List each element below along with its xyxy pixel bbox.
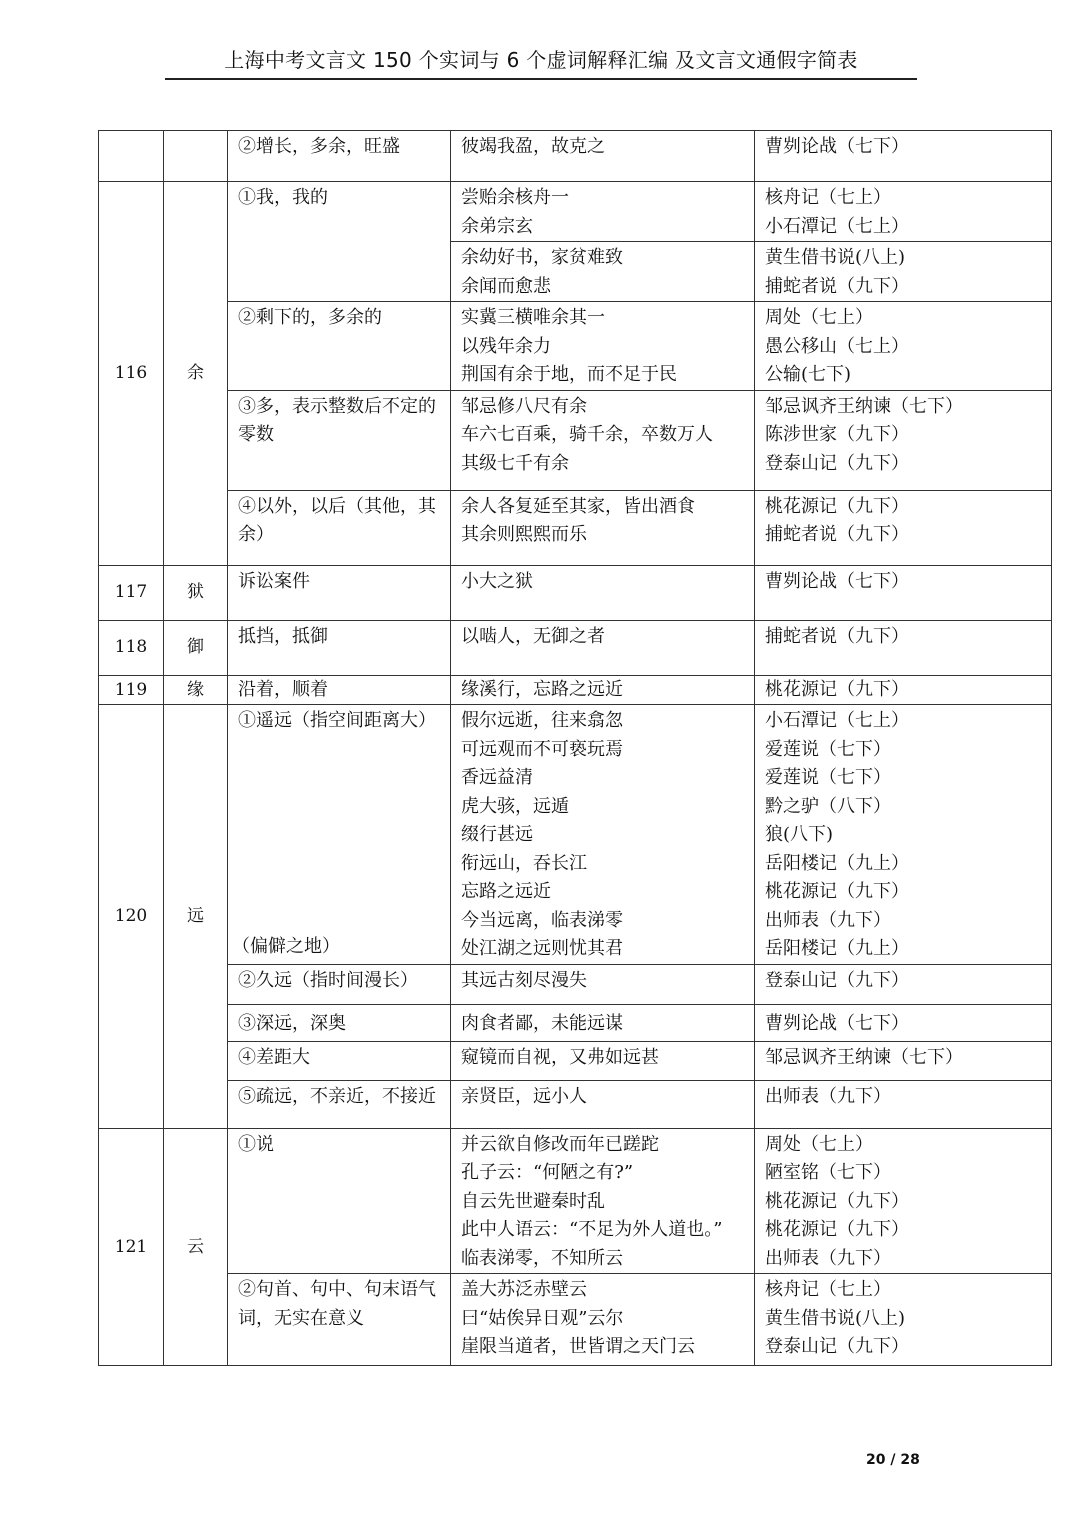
meaning-cell: ②剩下的，多余的 bbox=[228, 302, 451, 391]
page-number: 20 / 28 bbox=[866, 1452, 920, 1468]
cell-line: 小石潭记（七上） bbox=[765, 215, 909, 237]
cell-line: 桃花源记（九下） bbox=[765, 881, 909, 902]
char-cell: 缘 bbox=[164, 675, 228, 705]
cell-line: 崖限当道者，世皆谓之天门云 bbox=[461, 1336, 695, 1357]
cell-line: 登泰山记（九下） bbox=[765, 969, 909, 991]
cell-line: 虎大骇，远遁 bbox=[461, 795, 569, 817]
cell-line: 捕蛇者说（九下） bbox=[765, 625, 909, 647]
cell-line: 邹忌讽齐王纳谏（七下） bbox=[765, 395, 963, 417]
meaning-cell bbox=[228, 490, 451, 565]
cell-line: 其远古刻尽漫失 bbox=[461, 969, 587, 991]
sources-cell bbox=[755, 964, 1052, 1004]
sources-cell bbox=[755, 1128, 1052, 1274]
cell-line: 曹刿论战（七下） bbox=[765, 570, 909, 592]
cell-line: 词，无实在意义 bbox=[238, 1307, 364, 1329]
table-row bbox=[99, 964, 1052, 1004]
examples-cell bbox=[451, 1128, 755, 1274]
table-row bbox=[99, 131, 1052, 182]
cell-line: 余闻而愈悲 bbox=[461, 275, 551, 297]
cell-line: 尝贻余核舟一 bbox=[461, 187, 569, 208]
cell-line: 假尔远逝，往来翕忽 bbox=[461, 710, 623, 731]
meaning-cell: ①我，我的 bbox=[228, 182, 451, 302]
cell-line: 邹忌讽齐王纳谏（七下） bbox=[765, 1046, 963, 1068]
cell-line: 桃花源记（九下） bbox=[765, 1190, 909, 1212]
examples-cell bbox=[451, 1004, 755, 1041]
cell-line: 桃花源记（九下） bbox=[765, 1219, 909, 1240]
table-row bbox=[99, 565, 1052, 620]
cell-line: 余） bbox=[238, 524, 274, 545]
meaning-cell bbox=[228, 390, 451, 490]
cell-line: 自云先世避秦时乱 bbox=[461, 1190, 605, 1212]
sources-cell bbox=[755, 675, 1052, 705]
table-row bbox=[99, 1274, 1052, 1366]
number-cell: 120 bbox=[99, 705, 164, 1129]
cell-line: 实冀三横唯余其一 bbox=[461, 307, 605, 328]
cell-line: 出师表（九下） bbox=[765, 1247, 891, 1269]
cell-line: 余弟宗玄 bbox=[461, 215, 533, 237]
number-cell: 118 bbox=[99, 620, 164, 675]
cell-line: 衔远山，吞长江 bbox=[461, 852, 587, 874]
sources-cell bbox=[755, 1274, 1052, 1366]
meaning-cell: ②久远（指时间漫长） bbox=[228, 964, 451, 1004]
sources-cell bbox=[755, 242, 1052, 302]
char-cell: 远 bbox=[164, 705, 228, 1129]
cell-line: 爱莲说（七下） bbox=[765, 738, 891, 760]
examples-cell bbox=[451, 390, 755, 490]
cell-line: 亲贤臣，远小人 bbox=[461, 1085, 587, 1107]
cell-line: 处江湖之远则忧其君 bbox=[461, 938, 623, 959]
cell-line: 黔之驴（八下） bbox=[765, 795, 891, 817]
cell-line: 出师表（九下） bbox=[765, 909, 891, 931]
table-row bbox=[99, 390, 1052, 490]
table-row bbox=[99, 182, 1052, 242]
cell-line: 此中人语云：“不足为外人道也。” bbox=[461, 1219, 723, 1240]
meaning-cell: ④差距大 bbox=[228, 1041, 451, 1080]
examples-cell bbox=[451, 242, 755, 302]
meaning-cell: ⑤疏远，不亲近，不接近 bbox=[228, 1080, 451, 1128]
cell-line: 陈涉世家（九下） bbox=[765, 424, 909, 445]
char-cell: 余 bbox=[164, 182, 228, 566]
table-row bbox=[99, 1128, 1052, 1274]
cell-line: 车六七百乘，骑千余，卒数万人 bbox=[461, 424, 713, 445]
meaning-cell: 诉讼案件 bbox=[228, 565, 451, 620]
number-cell: 119 bbox=[99, 675, 164, 705]
number-cell: 121 bbox=[99, 1128, 164, 1366]
cell-line: 今当远离，临表涕零 bbox=[461, 909, 623, 931]
cell-line: 登泰山记（九下） bbox=[765, 1336, 909, 1357]
examples-cell bbox=[451, 1041, 755, 1080]
cell-line: 零数 bbox=[238, 424, 274, 445]
cell-line: 岳阳楼记（九上） bbox=[765, 938, 909, 959]
cell-line: 荆国有余于地，而不足于民 bbox=[461, 364, 677, 385]
meaning-cell: ②增长，多余，旺盛 bbox=[228, 131, 451, 182]
cell-line: 盖大苏泛赤壁云 bbox=[461, 1279, 587, 1300]
cell-line: 捕蛇者说（九下） bbox=[765, 524, 909, 545]
cell-line: 周处（七上） bbox=[765, 307, 873, 328]
sources-cell bbox=[755, 1041, 1052, 1080]
char-cell: 御 bbox=[164, 620, 228, 675]
cell-line: 狼(八下) bbox=[765, 824, 834, 845]
cell-line: 肉食者鄙，未能远谋 bbox=[461, 1012, 623, 1034]
cell-line: 缘溪行，忘路之远近 bbox=[461, 678, 623, 700]
sources-cell bbox=[755, 1004, 1052, 1041]
table-row bbox=[99, 620, 1052, 675]
cell-line: 桃花源记（九下） bbox=[765, 678, 909, 700]
table-row bbox=[99, 1004, 1052, 1041]
char-cell: 云 bbox=[164, 1128, 228, 1366]
table-row bbox=[99, 705, 1052, 965]
examples-cell bbox=[451, 1274, 755, 1366]
examples-cell bbox=[451, 964, 755, 1004]
cell-line: 临表涕零，不知所云 bbox=[461, 1247, 623, 1269]
cell-line: 桃花源记（九下） bbox=[765, 495, 909, 517]
table-row bbox=[99, 1080, 1052, 1128]
cell-line: 陋室铭（七下） bbox=[765, 1162, 891, 1183]
sources-cell bbox=[755, 302, 1052, 391]
cell-line: 以残年余力 bbox=[461, 335, 551, 357]
examples-cell bbox=[451, 302, 755, 391]
cell-line: 曹刿论战（七下） bbox=[765, 1012, 909, 1034]
cell-line: 曹刿论战（七下） bbox=[765, 136, 909, 157]
meaning-cell: 抵挡，抵御 bbox=[228, 620, 451, 675]
cell-line: 其余则熙熙而乐 bbox=[461, 524, 587, 545]
sources-cell bbox=[755, 490, 1052, 565]
cell-line: 愚公移山（七上） bbox=[765, 335, 909, 357]
cell-line: 爱莲说（七下） bbox=[765, 767, 891, 788]
cell-line: 捕蛇者说（九下） bbox=[765, 275, 909, 297]
sources-cell bbox=[755, 565, 1052, 620]
cell-line: 核舟记（七上） bbox=[765, 187, 891, 208]
sources-cell bbox=[755, 182, 1052, 242]
meaning-cell: ①遥远（指空间距离大） （偏僻之地） bbox=[228, 705, 451, 965]
meaning-cell bbox=[228, 1274, 451, 1366]
cell-line: ②句首、句中、句末语气 bbox=[238, 1279, 436, 1300]
table-row bbox=[99, 490, 1052, 565]
cell-line: 核舟记（七上） bbox=[765, 1279, 891, 1300]
cell-line: ④以外，以后（其他，其 bbox=[238, 495, 436, 517]
cell-line: ③多，表示整数后不定的 bbox=[238, 395, 436, 417]
char-cell: 狱 bbox=[164, 565, 228, 620]
examples-cell bbox=[451, 565, 755, 620]
examples-cell bbox=[451, 705, 755, 965]
cell-line: 黄生借书说(八上) bbox=[765, 1307, 906, 1329]
char-cell bbox=[164, 131, 228, 182]
sources-cell bbox=[755, 705, 1052, 965]
cell-line: 岳阳楼记（九上） bbox=[765, 852, 909, 874]
cell-line: 余幼好书，家贫难致 bbox=[461, 247, 623, 268]
sources-cell bbox=[755, 390, 1052, 490]
cell-line: 彼竭我盈，故克之 bbox=[461, 136, 605, 157]
meaning-cell: ③深远，深奥 bbox=[228, 1004, 451, 1041]
examples-cell bbox=[451, 131, 755, 182]
examples-cell bbox=[451, 182, 755, 242]
cell-line: 缀行甚远 bbox=[461, 824, 533, 845]
number-cell bbox=[99, 131, 164, 182]
word-table bbox=[98, 130, 1052, 1366]
cell-line: 孔子云：“何陋之有?” bbox=[461, 1162, 634, 1183]
cell-line: 小大之狱 bbox=[461, 570, 533, 592]
examples-cell bbox=[451, 620, 755, 675]
sources-cell bbox=[755, 1080, 1052, 1128]
cell-line: 并云欲自修改而年已蹉跎 bbox=[461, 1133, 659, 1155]
examples-cell bbox=[451, 1080, 755, 1128]
table-row bbox=[99, 302, 1052, 391]
page-header: 上海中考文言文 150 个实词与 6 个虚词解释汇编 及文言文通假字简表 bbox=[165, 44, 917, 80]
meaning-cell: ①说 bbox=[228, 1128, 451, 1274]
cell-line: 黄生借书说(八上) bbox=[765, 247, 906, 268]
number-cell: 117 bbox=[99, 565, 164, 620]
cell-line: 忘路之远近 bbox=[461, 881, 551, 902]
table-row bbox=[99, 1041, 1052, 1080]
examples-cell bbox=[451, 490, 755, 565]
cell-line: 公输(七下) bbox=[765, 364, 852, 385]
examples-cell bbox=[451, 675, 755, 705]
meaning-cell: 沿着，顺着 bbox=[228, 675, 451, 705]
sources-cell bbox=[755, 620, 1052, 675]
cell-line: 出师表（九下） bbox=[765, 1085, 891, 1107]
cell-line: 周处（七上） bbox=[765, 1133, 873, 1155]
sources-cell bbox=[755, 131, 1052, 182]
cell-line: 曰“姑俟异日观”云尔 bbox=[461, 1307, 624, 1329]
number-cell: 116 bbox=[99, 182, 164, 566]
cell-line: 以啮人，无御之者 bbox=[461, 625, 605, 647]
cell-line: 登泰山记（九下） bbox=[765, 452, 909, 474]
cell-line: 余人各复延至其家，皆出酒食 bbox=[461, 495, 695, 517]
cell-line: 邹忌修八尺有余 bbox=[461, 395, 587, 417]
table-row bbox=[99, 675, 1052, 705]
cell-line: 窥镜而自视，又弗如远甚 bbox=[461, 1046, 659, 1068]
cell-line: 香远益清 bbox=[461, 767, 533, 788]
cell-line: 其级七千有余 bbox=[461, 452, 569, 474]
cell-line: 小石潭记（七上） bbox=[765, 710, 909, 731]
cell-line: 可远观而不可亵玩焉 bbox=[461, 738, 623, 760]
